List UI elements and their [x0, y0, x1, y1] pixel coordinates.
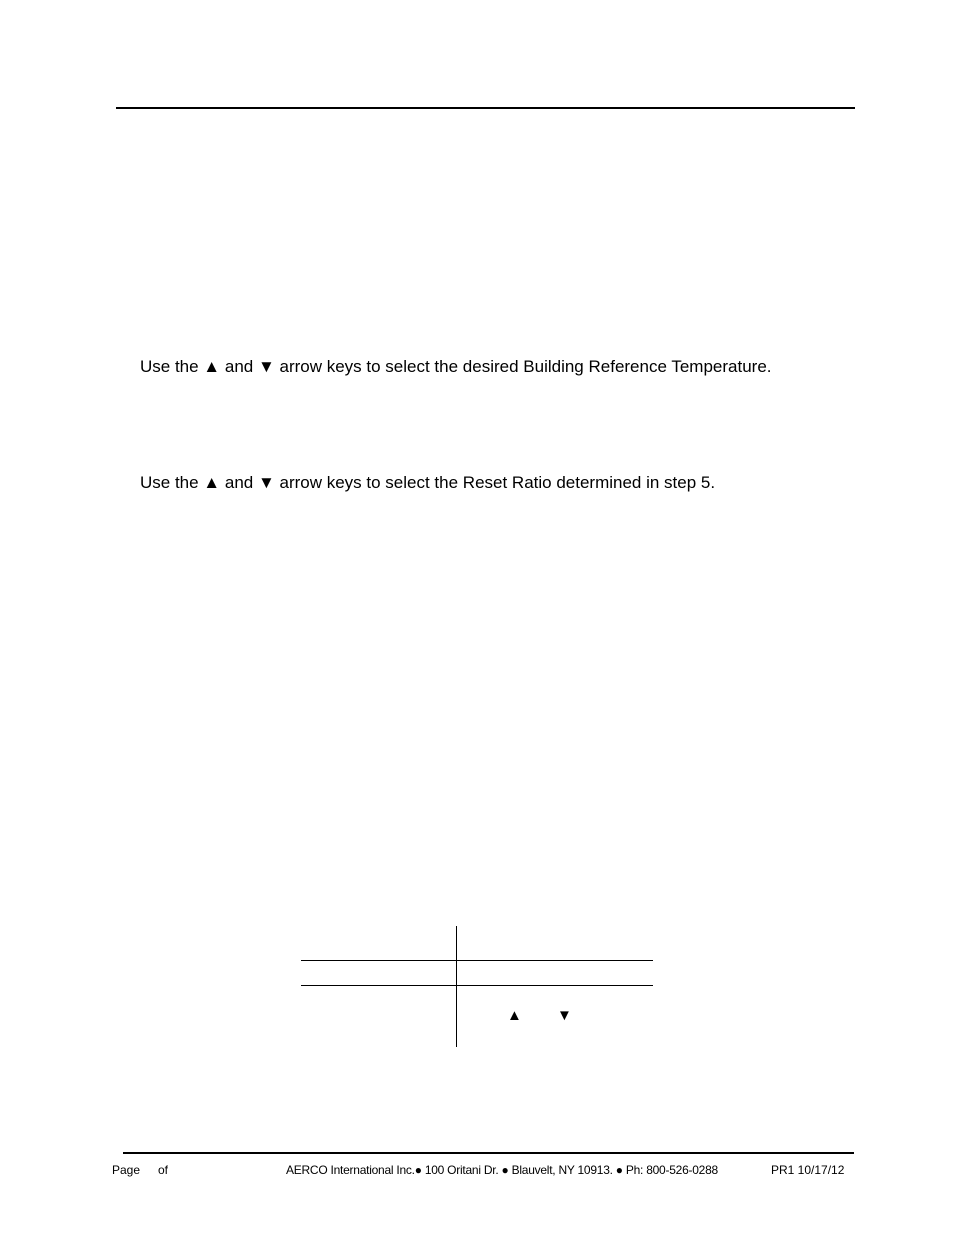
footer-company-address: AERCO International Inc.● 100 Oritani Dr. ● Blauvelt, NY 10913. ● Ph: 800-526-0288	[286, 1163, 718, 1177]
table-row-divider-top	[301, 960, 653, 961]
up-arrow-icon: ▲	[507, 1007, 522, 1024]
footer-revision: PR1 10/17/12	[771, 1163, 845, 1177]
footer-page-label: Page	[112, 1163, 141, 1177]
instruction-reset-ratio: Use the ▲ and ▼ arrow keys to select the Reset Ratio determined in step 5.	[140, 473, 716, 492]
down-arrow-icon: ▼	[557, 1007, 572, 1024]
header-rule	[116, 107, 855, 109]
instruction-building-reference-temperature: Use the ▲ and ▼ arrow keys to select the desired Building Reference Temperature.	[140, 357, 772, 376]
footer-rule	[123, 1152, 854, 1154]
footer-of-label: of	[158, 1163, 169, 1177]
table-row-divider-bottom	[301, 985, 653, 986]
table-column-divider	[456, 926, 457, 1047]
